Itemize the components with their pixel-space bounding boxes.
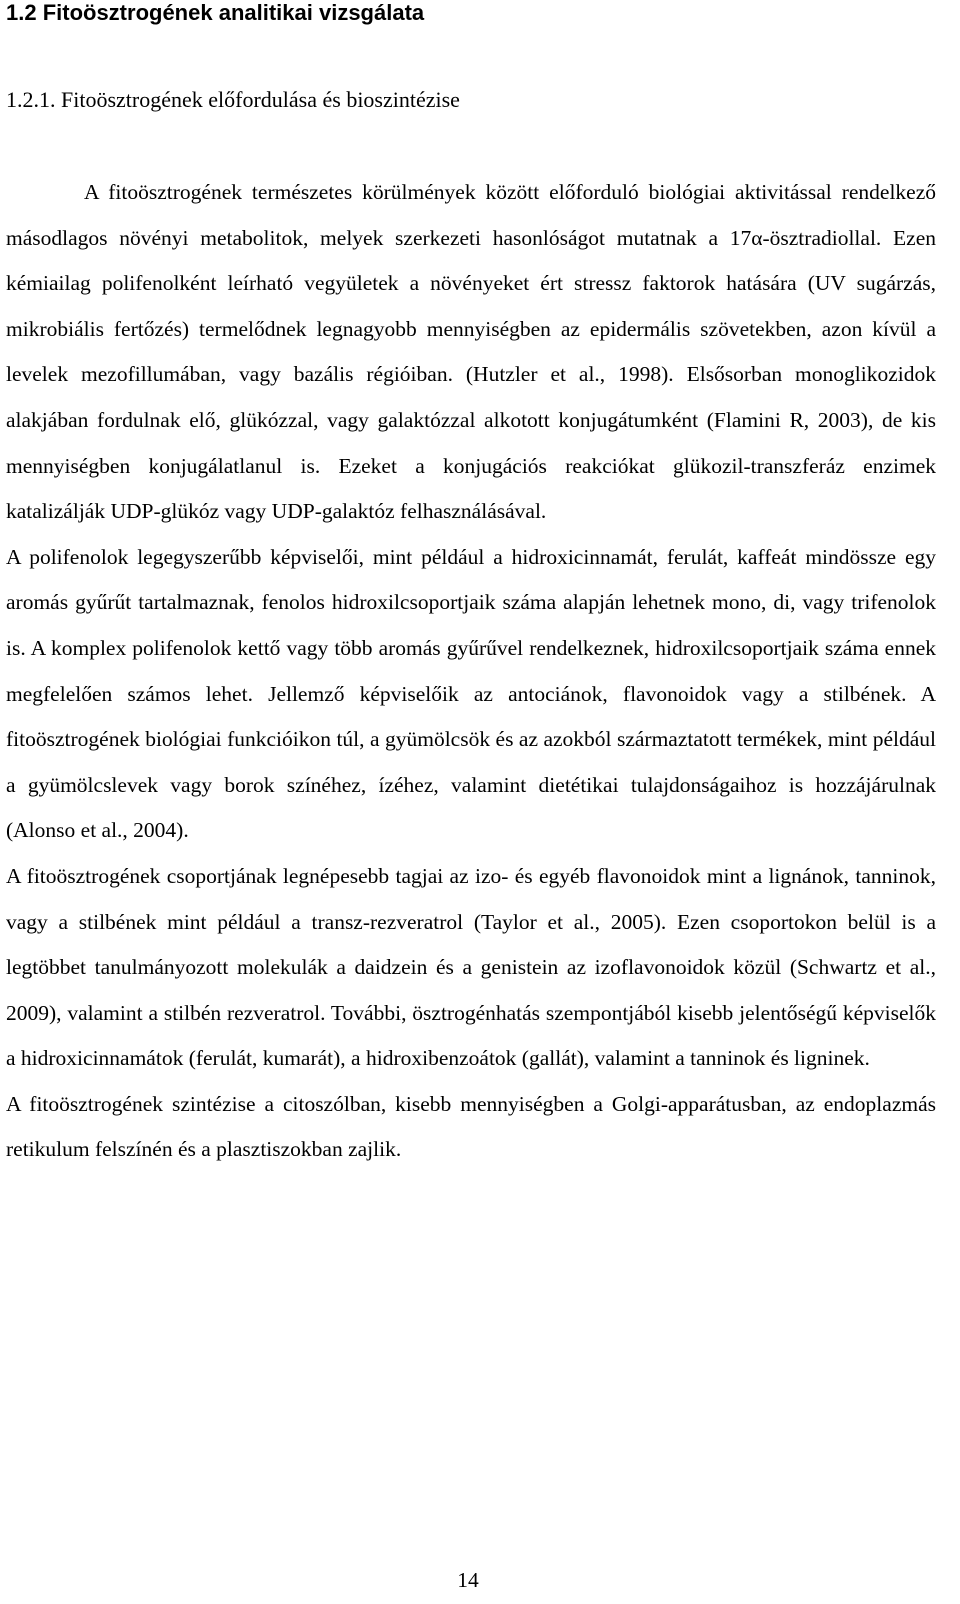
subsection-heading: 1.2.1. Fitoösztrogének előfordulása és bioszintézise [6,87,460,112]
paragraph: A polifenolok legegyszerűbb képviselői, mint például a hidroxicinnamát, ferulát, kaffeát mindössze egy aromás gyűrűt tartalmaznak, fenolos hidroxilcsoportjaik száma alapján lehetnek mono, di, vagy trifenolok is. A komplex polifenolok kettő vagy több aromás gyűrűvel rendelkeznek, hidroxilcsoportjaik száma ennek megfelelően számos lehet. Jellemző képviselőik az antociánok, flavonoidok vagy a stilbének. A fitoösztrogének biológiai funkcióikon túl, a gyümölcsök és az azokból származtatott termékek, mint például a gyümölcslevek vagy borok színéhez, ízéhez, valamint dietétikai tulajdonságaihoz is hozzájárulnak (Alonso et al., 2004). [6,544,936,843]
page-number: 14 [457,1568,479,1592]
section-heading: 1.2 Fitoösztrogének analitikai vizsgálata [6,0,425,25]
paragraph: A fitoösztrogének szintézise a citoszólban, kisebb mennyiségben a Golgi-apparátusban, az endoplazmás retikulum felszínén és a plasztiszokban zajlik. [6,1091,936,1162]
paragraph: A fitoösztrogének csoportjának legnépesebb tagjai az izo- és egyéb flavonoidok mint a lignánok, tanninok, vagy a stilbének mint például a transz-rezveratrol (Taylor et al., 2005). Ezen csoportokon belül is a legtöbbet tanulmányozott molekulák a daidzein és a genistein az izoflavonoidok közül (Schwartz et al., 2009), valamint a stilbén rezveratrol. További, ösztrogénhatás szempontjából kisebb jelentőségű képviselők a hidroxicinnamátok (ferulát, kumarát), a hidroxibenzoátok (gallát), valamint a tanninok és ligninek. [6,863,936,1071]
paragraph: A fitoösztrogének természetes körülmények között előforduló biológiai aktivitással rendelkező másodlagos növényi metabolitok, melyek szerkezeti hasonlóságot mutatnak a 17α-ösztradiollal. Ezen kémiailag polifenolként leírható vegyületek a növényeket ért stressz faktorok hatására (UV sugárzás, mikrobiális fertőzés) termelődnek legnagyobb mennyiségben az epidermális szövetekben, azon kívül a levelek mezofillumában, vagy bazális régióiban. (Hutzler et al., 1998). Elsősorban monoglikozidok alakjában fordulnak elő, glükózzal, vagy galaktózzal alkotott konjugátumként (Flamini R, 2003), de kis mennyiségben konjugálatlanul is. Ezeket a konjugációs reakciókat glükozil-transzferáz enzimek katalizálják UDP-glükóz vagy UDP-galaktóz felhasználásával. [6,180,936,524]
body-text [6,170,936,1173]
